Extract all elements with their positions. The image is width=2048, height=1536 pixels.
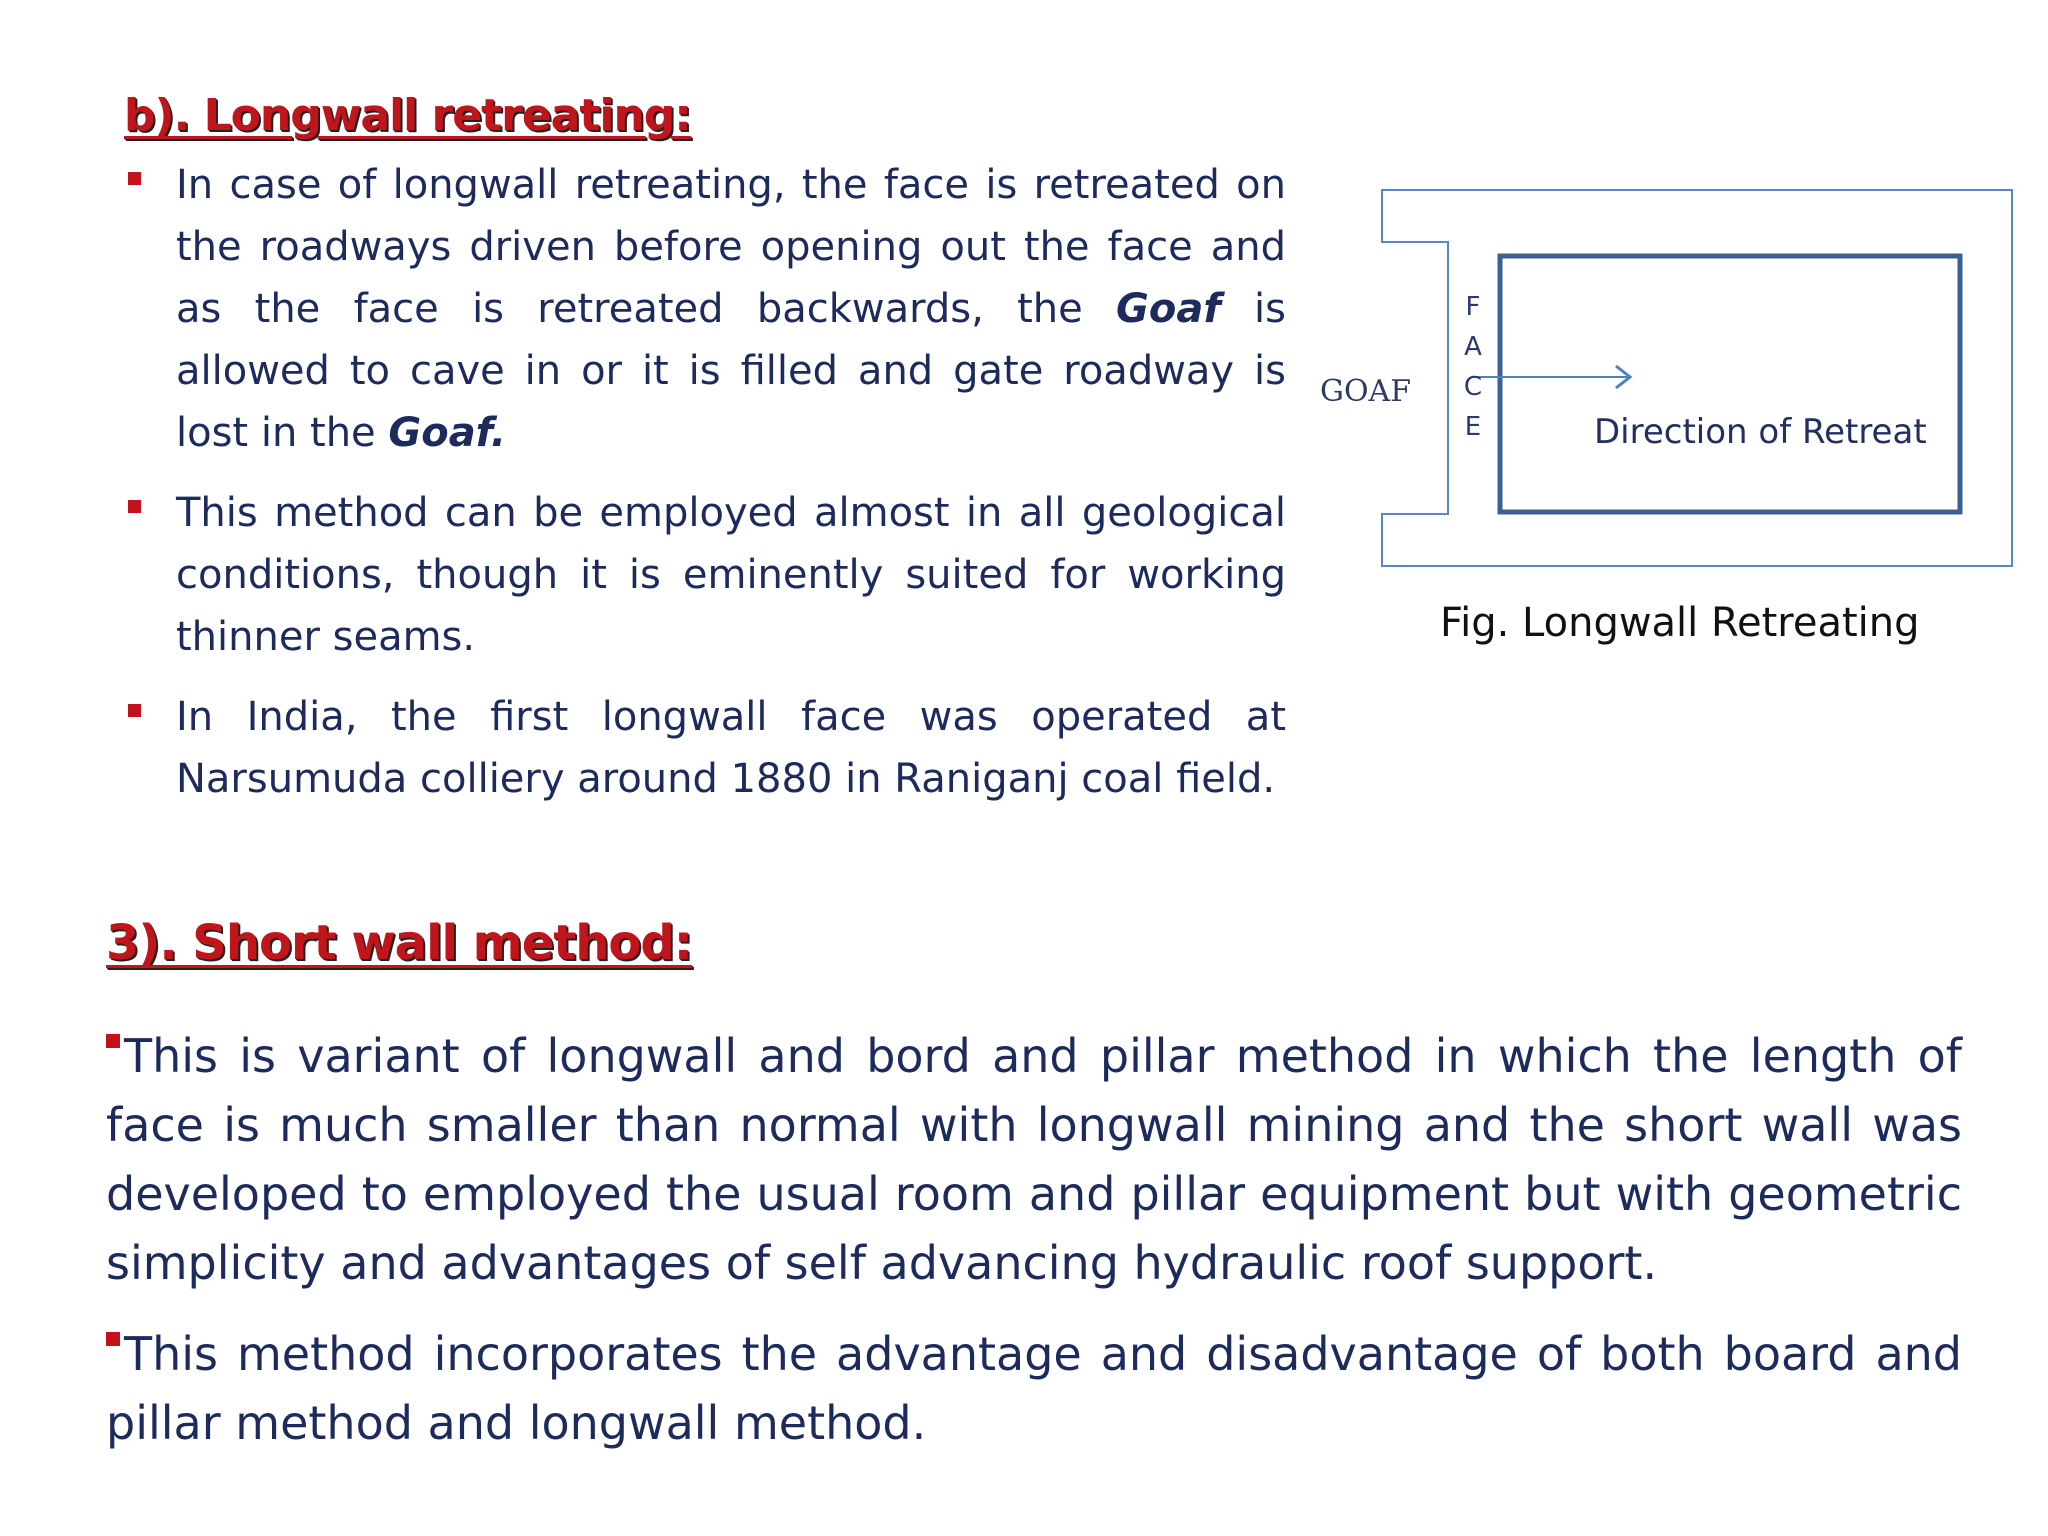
direction-label: Direction of Retreat: [1594, 412, 1927, 452]
figure-caption: Fig. Longwall Retreating: [1440, 600, 1920, 646]
bullet-square-icon: [106, 1034, 120, 1048]
coal-panel: [1500, 256, 1960, 512]
section-heading-longwall-retreating: b). Longwall retreating:: [124, 90, 691, 141]
goaf-label: GOAF: [1320, 374, 1412, 409]
longwall-retreating-figure: [1300, 180, 2020, 680]
short-wall-paragraph: This method incorporates the advantage and disadvantage of both board and pillar method and longwall method.: [106, 1327, 1962, 1450]
bullet-item: This method can be employed almost in all geological conditions, though it is eminently suited for working thinner seams.: [124, 482, 1286, 668]
bullet-item: In India, the first longwall face was operated at Narsumuda colliery around 1880 in Raniganj coal field.: [124, 686, 1286, 810]
goaf-term: Goaf: [1116, 286, 1221, 332]
face-letter: E: [1464, 412, 1482, 442]
bullet-square-icon: [128, 172, 141, 185]
bullet-square-icon: [106, 1332, 120, 1346]
short-wall-paragraphs: [106, 1022, 1962, 1458]
face-letter: A: [1464, 332, 1482, 362]
face-letter: C: [1463, 372, 1483, 402]
section-heading-short-wall: 3). Short wall method:: [106, 915, 692, 971]
goaf-term: Goaf.: [388, 410, 507, 456]
bullet-item: In case of longwall retreating, the face is retreated on the roadways driven before opening out the face and as the face is retreated backwards, the Goaf is allowed to cave in or it is filled and gate roadway is lost in the Goaf.: [124, 154, 1286, 464]
face-letter: F: [1465, 292, 1481, 322]
bullet-square-icon: [128, 704, 141, 717]
short-wall-paragraph: This is variant of longwall and bord and pillar method in which the length of face is much smaller than normal with longwall mining and the short wall was developed to employed the usual room and pillar equipment but with geometric simplicity and advantages of self advancing hydraulic roof support.: [106, 1029, 1962, 1290]
longwall-retreating-bullets: [124, 154, 1286, 810]
bullet-square-icon: [128, 500, 141, 513]
